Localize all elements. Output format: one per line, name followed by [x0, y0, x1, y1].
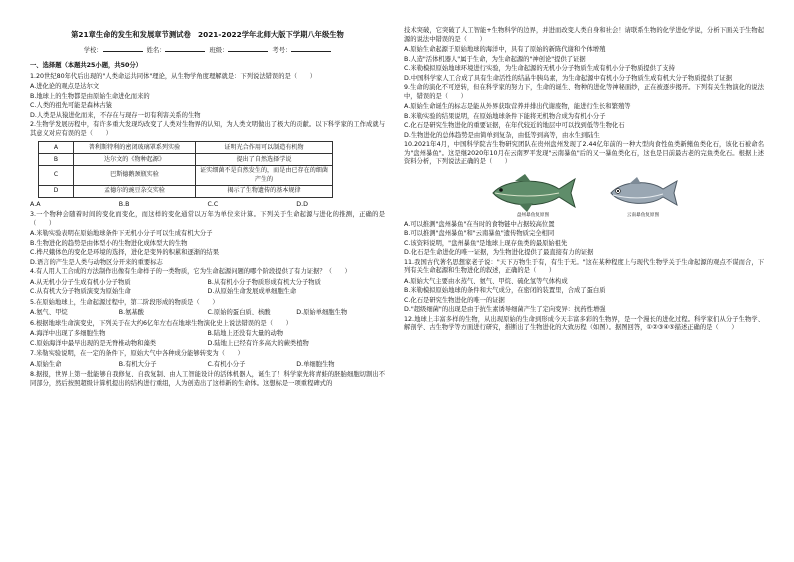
option-c[interactable]: C.C — [207, 200, 219, 208]
school-label: 学校： — [83, 46, 103, 54]
option-b[interactable]: B.陆地上还没有大量的动物 — [207, 330, 284, 338]
option-a[interactable]: A.进化论的观点是达尔文 — [30, 83, 100, 91]
option-c[interactable]: C.从有机大分子物质演变为原始生命 — [30, 288, 131, 296]
option-a[interactable]: A.原始生命 — [30, 360, 62, 368]
option-a[interactable]: A.米勒实验表明在原始地球条件下无机小分子可以生成有机大分子 — [30, 230, 213, 238]
option-d[interactable]: D.从原始生命发展成单细胞生命 — [207, 288, 297, 296]
table-cell: A — [39, 142, 74, 154]
question-7 — [30, 350, 385, 370]
table-cell: D — [39, 185, 74, 197]
number-blank[interactable] — [291, 45, 331, 52]
table-row — [39, 154, 333, 166]
question-11 — [404, 259, 764, 315]
question-stem: 3.一个物种会随着时间的变化而变化，而这样的变化通常以万年为单位来计算。下列关于生命起源与进化的推测，正确的是（ ） — [30, 211, 385, 227]
fish-caption: 盘州暴鱼复原图 — [516, 212, 550, 218]
left-column — [30, 24, 385, 390]
option-c[interactable]: C.化石是研究生物进化的重要证据，在年代较近的地层中可以找到低等生物化石 — [404, 122, 625, 129]
section-heading: 一、选择题（本题共25小题，共50分） — [30, 62, 142, 70]
option-b[interactable]: B.地球上的生物都是由原始生命进化而来的 — [30, 92, 150, 100]
option-a[interactable]: A.原始生命起源于原始地球的海洋中，具有了原始的新陈代谢和个体增殖 — [404, 46, 606, 53]
option-b[interactable]: B.米勒模拟原始地球的条件和大气成分，在密闭的装置里，合成了蛋白质 — [404, 287, 606, 295]
question-5 — [30, 299, 385, 319]
option-c[interactable]: C.化石是研究生物进化的唯一的证据 — [404, 296, 505, 304]
option-a[interactable]: A.从无机小分子生成有机小分子物质 — [30, 278, 131, 286]
question-stem: 12.地球上丰富多样的生物，从出现原始的生命到形成今天丰富多彩的生物界，是一个漫长的进化过程。科学家们从分子生物学、解剖学、古生物学等方面进行研究，推断出了生物进化的大致历程（如图）。据图回答，①②③④⑤描述正确的是（ ） — [404, 315, 764, 332]
panzhou-fish-figure — [485, 173, 581, 219]
table-row — [39, 166, 333, 185]
table-cell: 证实细菌不是自然发生的，而是由已存在的细菌产生的 — [196, 166, 333, 185]
option-d[interactable]: D.D — [296, 200, 308, 208]
question-2 — [30, 121, 385, 210]
page-title: 第21章生命的发生和发展章节测试卷 2021-2022学年北师大版下学期八年级生物 — [71, 30, 344, 39]
option-a[interactable]: A.海洋中出现了多细胞生物 — [30, 330, 106, 338]
name-blank[interactable] — [165, 45, 205, 52]
table-row — [39, 185, 333, 197]
options-grid — [30, 279, 385, 298]
question-stem: 10.2021年4月，中国科学院古生物研究团队在贵州盘州发现了2.44亿年前的一种大型肉食性鱼类新鳍鱼类化石，该化石被命名为"盘州暴鱼"。这是继2020年10月在云南罗平发现"云南暴鱼"后的又一暴鱼类化石，这也是目前最古老的完鱼类化石。根据上述资料分析，下列说法正确的是（ ） — [404, 141, 764, 165]
name-label: 姓名： — [146, 46, 166, 54]
question-stem: 技术突破，它突破了人工智能+生物科学的边界，并进而改变人类自身和社会！请联系生物的化学进化学说，分析下面关于生物起源的说法中错误的是（ ） — [404, 27, 764, 43]
question-stem: 2.生物学发展历程中，有许多重大发现均改变了人类对生物界的认知，为人类文明做出了极大的贡献。以下科学家的工作成就与其意义对应有误的是（ ） — [30, 121, 385, 137]
option-a[interactable]: A.原始生命诞生的标志是能从外界获取营养并排出代谢废物，能进行生长和繁殖等 — [404, 103, 631, 110]
options-row — [30, 201, 385, 211]
achievement-table — [38, 141, 333, 197]
table-cell: 普利斯特利的密闭玻璃罩系列实验 — [74, 142, 196, 154]
fish-reconstruction-icon — [485, 173, 581, 213]
table-cell: 孟德尔的豌豆杂交实验 — [74, 185, 196, 197]
option-a[interactable]: A.原始大气主要由水蒸气、氨气、甲烷、硫化氢等气体构成 — [404, 277, 568, 285]
option-c[interactable]: C.原始海洋中最早出现的是无脊椎动物和藻类 — [30, 339, 157, 347]
class-blank[interactable] — [228, 45, 268, 52]
question-stem: 9.生命的演化不可逆转，但在科学家的努力下，生命的诞生、物种的进化等神秘面纱，正在被逐步揭开。下列有关生物演化的说法中，错误的是（ ） — [404, 84, 764, 100]
option-d[interactable]: D.中国科学家人工合成了具有生命活性的结晶牛胰岛素，为生命起源中有机小分子物质生成有机大分子物质提供了证据 — [404, 74, 732, 82]
option-a[interactable]: A.可以推测"盘州暴鱼"在当时的食物链中占据较高位置 — [404, 220, 555, 228]
yunnan-fish-figure — [603, 173, 683, 219]
right-column — [404, 26, 764, 335]
question-9 — [404, 84, 764, 140]
class-label: 班级： — [209, 46, 229, 54]
option-b[interactable]: B.米勒实验的结果说明，在原始地球条件下能将无机物合成为有机小分子 — [404, 112, 606, 120]
student-info — [30, 45, 385, 56]
options-grid — [30, 330, 385, 349]
table-cell: 达尔文的《物种起源》 — [74, 154, 196, 166]
option-d[interactable]: D.生物进化的总体趋势是由简单到复杂，由低等到高等，由水生到陆生 — [404, 131, 600, 139]
table-cell: 揭示了生物遗传的基本规律 — [196, 185, 333, 197]
question-stem: 8.据报，世界上第一批能够自我修复、自我复制、由人工智能设计的活体机器人，诞生了！科学家先将青蛙的胚胎细胞切割出不同部分，然后按照超级计算机提出的结构进行重组，人为创造出了这样新的生命体。这想标是一项重程碑式的 — [30, 371, 385, 387]
question-stem: 6.根据地球生命演变史，下列关于在大约6亿年左右在地球生物演化史上说法错误的是（ ） — [30, 319, 292, 327]
fish-figures — [404, 173, 764, 219]
question-stem: 1.20世纪80年代后出现的"人类命运共同体"理论，从生物学角度理解就是：下列说法错误的是（ ） — [30, 72, 316, 80]
option-d[interactable]: D.原始单细胞生物 — [296, 309, 348, 317]
table-cell: C — [39, 166, 74, 185]
question-12 — [404, 316, 764, 333]
option-c[interactable]: C.米勒模拟原始地球环境进行实验，为生命起源的无机小分子物质生成有机小分子物质提供了支持 — [404, 65, 675, 72]
option-d[interactable]: D.单细胞生物 — [296, 360, 335, 368]
options-row — [30, 361, 385, 371]
option-a[interactable]: A.A — [30, 200, 41, 208]
option-d[interactable]: D.化石是生命进化的唯一证据，为生物进化提供了最直接有力的证据 — [404, 249, 594, 257]
question-8-continued — [404, 27, 764, 83]
options-row — [30, 309, 385, 319]
option-d[interactable]: D.人类是从猿进化而来，不存在与现存一切有利害关系的生物 — [30, 111, 201, 119]
table-cell: B — [39, 154, 74, 166]
school-blank[interactable] — [103, 45, 143, 52]
question-8 — [30, 371, 385, 388]
table-cell: 提出了自然选择学说 — [196, 154, 333, 166]
option-b[interactable]: B.氨基酸 — [118, 309, 144, 317]
option-b[interactable]: B.B — [118, 200, 130, 208]
option-b[interactable]: B.从有机小分子物质形成有机大分子物质 — [207, 278, 321, 286]
number-label: 考号： — [272, 46, 292, 54]
option-d[interactable]: D."超级细菌"的出现是由于抗生素诱导细菌产生了定向变异：抗药性增强 — [404, 306, 606, 314]
option-b[interactable]: B.可以推测"盘州暴鱼"和"云南暴鱼"遗传物质完全相同 — [404, 230, 555, 238]
option-c[interactable]: C.有机小分子 — [207, 360, 246, 368]
table-cell: 巴斯德鹅颈瓶实验 — [74, 166, 196, 185]
option-c[interactable]: C.人类的祖先可能是森林古猿 — [30, 102, 112, 110]
question-4 — [30, 268, 385, 298]
option-c[interactable]: C.桦尺蛾体色的变化是环境的选择，进化是变异的积累和逐渐的结果 — [30, 249, 220, 257]
fish-caption: 云南暴鱼复原图 — [626, 212, 660, 218]
fish-reconstruction-icon — [603, 173, 683, 213]
question-3 — [30, 211, 385, 267]
question-stem: 7.米勒实验说明，在一定的条件下，原始大气中各种成分能够转变为（ ） — [30, 350, 244, 358]
question-1 — [30, 73, 385, 121]
question-6 — [30, 320, 385, 350]
option-d[interactable]: D.语言的产生是人类与动物区分开来的重要标志 — [30, 258, 163, 266]
option-d[interactable]: D.陆地上已经有许多高大的蕨类植物 — [207, 339, 309, 347]
option-a[interactable]: A.氨气、甲烷 — [30, 309, 68, 317]
question-10 — [404, 141, 764, 258]
option-b[interactable]: B.生物进化的趋势是由体型小的生物进化成体型大的生物 — [30, 239, 188, 247]
question-stem: 5.在原始地球上，生命起源过程中，第二阶段形成的物质是（ ） — [30, 298, 219, 306]
question-stem: 4.有人用人工合成的方法制作出像有生命样子的一类物质，它为生命起源问题的哪个阶段提供了有力证据？（ ） — [30, 268, 351, 276]
question-stem: 11.我国古代著名思想家老子说："天下万物生于有，有生于无。"这在某种程度上与现代生物学关于生命起源的观点不谋而合，下列有关生命起源和生物进化的叙述，正确的是（ ） — [404, 258, 764, 275]
option-c[interactable]: C.该资料说明，"盘州暴鱼"是地球上现存鱼类的最原始祖先 — [404, 239, 568, 247]
table-cell: 证明光合作用可以制造有机物 — [196, 142, 333, 154]
option-c[interactable]: C.原始的蛋白质、核酸 — [207, 309, 271, 317]
option-b[interactable]: B.有机大分子 — [118, 360, 157, 368]
table-row — [39, 142, 333, 154]
option-b[interactable]: B.人造"活体机器人"属于生命，为生命起源的"神创论"提供了证据 — [404, 55, 586, 63]
